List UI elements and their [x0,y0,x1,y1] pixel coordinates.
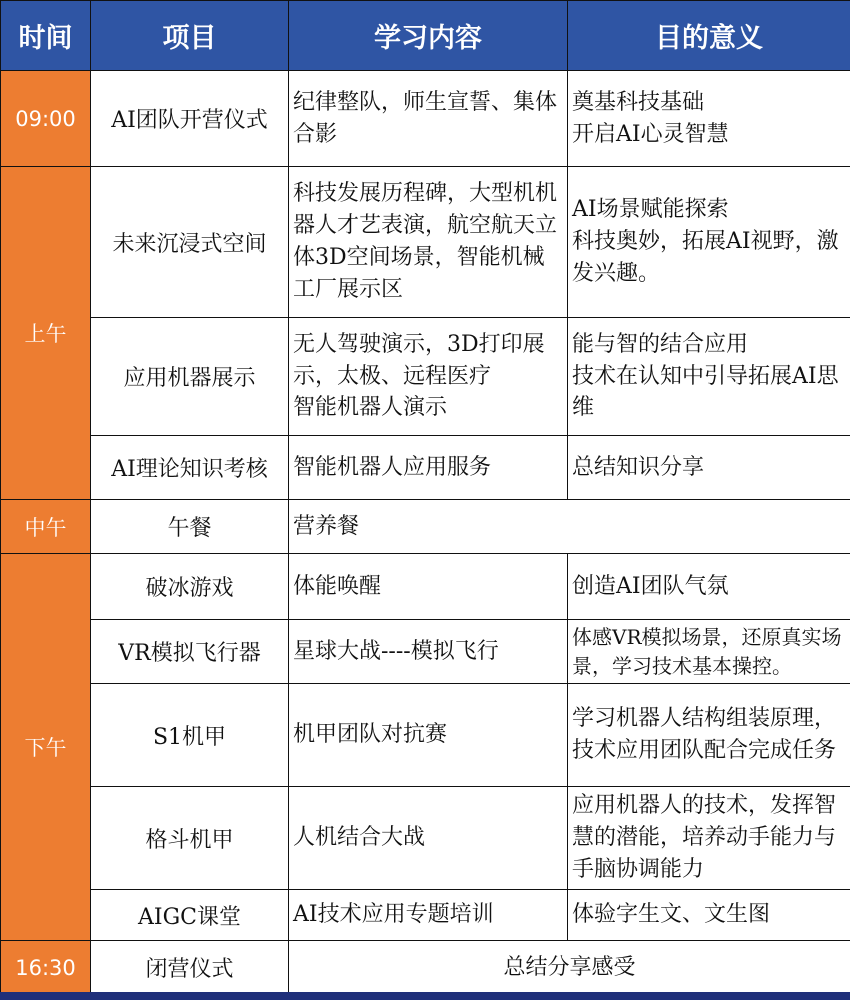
time-0900: 09:00 [1,71,91,167]
table-row [1,71,850,167]
header-item: 项目 [91,1,289,71]
item-cell: AI理论知识考核 [91,436,289,500]
content-cell: 智能机器人应用服务 [289,436,568,500]
content-cell: 星球大战----模拟飞行 [289,620,568,684]
purpose-cell: 总结知识分享 [568,436,850,500]
table-row [1,684,850,787]
purpose-cell: AI场景赋能探索 科技奥妙，拓展AI视野，激发兴趣。 [568,167,850,318]
table-row [1,787,850,890]
content-cell: 人机结合大战 [289,787,568,890]
item-cell: 午餐 [91,500,289,554]
time-1630: 16:30 [1,941,91,995]
content-cell: 纪律整队，师生宣誓、集体合影 [289,71,568,167]
purpose-cell: 体感VR模拟场景，还原真实场景，学习技术基本操控。 [568,620,850,684]
content-cell: AI技术应用专题培训 [289,890,568,941]
header-purpose: 目的意义 [568,1,850,71]
table-row [1,890,850,941]
table-row [1,436,850,500]
content-cell: 营养餐 [289,500,850,554]
time-noon: 中午 [1,500,91,554]
content-cell: 机甲团队对抗赛 [289,684,568,787]
item-cell: 闭营仪式 [91,941,289,995]
purpose-cell: 创造AI团队气氛 [568,554,850,620]
purpose-cell: 奠基科技基础 开启AI心灵智慧 [568,71,850,167]
table-row [1,318,850,436]
header-row [1,1,850,71]
time-afternoon: 下午 [1,554,91,941]
purpose-cell: 学习机器人结构组装原理，技术应用团队配合完成任务 [568,684,850,787]
purpose-cell: 应用机器人的技术，发挥智慧的潜能，培养动手能力与手脑协调能力 [568,787,850,890]
content-cell: 科技发展历程碑，大型机机器人才艺表演，航空航天立体3D空间场景，智能机械工厂展示区 [289,167,568,318]
item-cell: 格斗机甲 [91,787,289,890]
header-time: 时间 [1,1,91,71]
content-cell: 体能唤醒 [289,554,568,620]
item-cell: 破冰游戏 [91,554,289,620]
table-row [1,941,850,995]
content-cell: 总结分享感受 [289,941,850,995]
item-cell: AI团队开营仪式 [91,71,289,167]
table-row [1,167,850,318]
item-cell: AIGC课堂 [91,890,289,941]
item-cell: VR模拟飞行器 [91,620,289,684]
purpose-cell: 体验字生文、文生图 [568,890,850,941]
purpose-cell: 能与智的结合应用 技术在认知中引导拓展AI思维 [568,318,850,436]
table-row [1,500,850,554]
time-morning: 上午 [1,167,91,500]
content-cell: 无人驾驶演示，3D打印展示，太极、远程医疗 智能机器人演示 [289,318,568,436]
table-row [1,554,850,620]
item-cell: 未来沉浸式空间 [91,167,289,318]
item-cell: 应用机器展示 [91,318,289,436]
table-row [1,620,850,684]
bottom-bar [0,992,850,1000]
item-cell: S1机甲 [91,684,289,787]
header-content: 学习内容 [289,1,568,71]
